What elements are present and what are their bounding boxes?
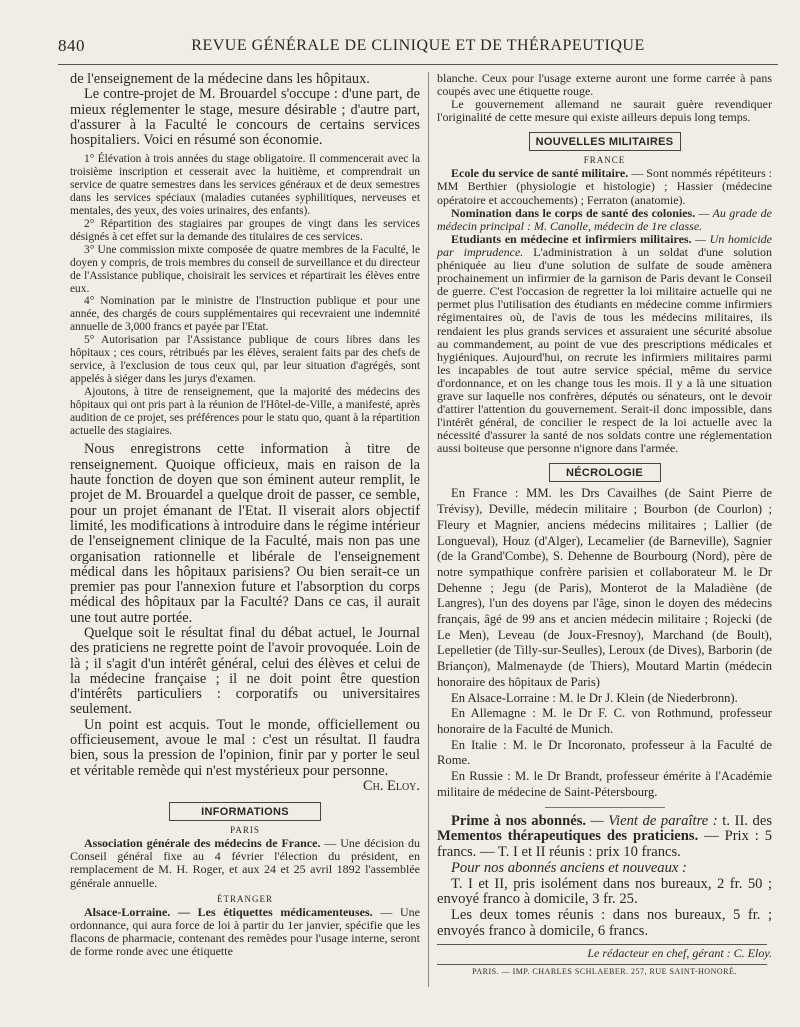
news-subtitle: — Un homicide par imprudence. [437, 231, 773, 259]
news-text: — Une ordonnance, qui aura force de loi à partir du 1er janvier, spécifie que les flacons de pharmacie, contenant des remèdes pour l'usage interne, seront de forme ronde avec une étiquette [70, 904, 420, 958]
signature: Ch. Eloy. [363, 777, 420, 794]
obituary-item: En France : MM. les Drs Cavailhes (de Saint Pierre de Trévisy), Deville, médecin militaire ; Bourbon (de Courlon) ; Fleury et Magnier, anciens médecins militaires ; Lallier (de Longueval), Houz (d'Alger), Lecamelier (de Barneville), Sagnier (de la Grand'Combe), S. Dehenne de Bourbourg (Nord), père de notre sympathique confrère parisien et collaborateur M. le Dr Dehenne ; Jegu (de Paris), Monterot de la Maladiène (de Langres), l'un des doyens par l'âge, sinon le doyen des médecins français, âgé de 99 ans et ancien médecin militaire ; Rojecki (de Le Men), Leveau (de Joux-Fresnoy), Marchand (de Boult), Lepelletier (de Tilly-sur-Seulles), Leroux (de Dives), Barborin (de Briançon), Malmenayde (de Thiers), Moutard Martin (médecin honoraire des hôpitaux de Paris) [437, 486, 772, 689]
column-divider [428, 72, 429, 987]
news-text: — Une décision du Conseil général fixe au 4 février l'élection du président, en remplacement de M. H. Roger, et aux 24 et 25 avril 1892 l'assemblée générale annuelle. [70, 836, 421, 890]
journal-title: REVUE GÉNÉRALE DE CLINIQUE ET DE THÉRAPEUTIQUE [191, 37, 645, 54]
news-label: Nomination dans le corps de santé des colonies. [451, 205, 696, 220]
footer-rule [437, 944, 767, 945]
right-column [437, 72, 772, 976]
news-label: Alsace-Lorraine. — Les étiquettes médicamenteuses. [84, 904, 373, 919]
section-title-militaires: NOUVELLES MILITAIRES [529, 132, 681, 151]
prime-subtitle: — Vient de paraître : [590, 812, 718, 829]
prime-offer: T. I et II, pris isolément dans nos bureaux, 2 fr. 50 ; envoyé franco à domicile, 3 fr. 25. [437, 875, 772, 908]
paragraph: Un point est acquis. Tout le monde, officiellement ou officieusement, avoue le mal : c'est un résultat. Il faudra bien, sous la pression de l'opinion, finir par y porter le seul et véritable remède qui n'est mystérieux pour personne. [70, 716, 420, 779]
section-title-necrologie: NÉCROLOGIE [549, 463, 661, 482]
paragraph: Quelque soit le résultat final du débat actuel, le Journal des praticiens ne regrette point de l'avoir provoquée. Loin de là ; il s'agit d'un intérêt général, celui des élèves et celui de la médecine française ; il ne doit point être question d'intérêts particuliers : corporatifs ou universitaires seulement. [70, 624, 420, 718]
news-item [437, 167, 772, 206]
page-number: 840 [58, 36, 85, 55]
subsection-france: FRANCE [583, 155, 626, 166]
news-item [70, 906, 420, 958]
news-item [70, 837, 420, 889]
prime-subscribers: Pour nos abonnés anciens et nouveaux : [451, 859, 687, 876]
news-item [437, 207, 772, 233]
prime-book-title: Mementos thérapeutiques des praticiens. [437, 828, 699, 845]
obituary-item: En Allemagne : M. le Dr F. C. von Rothmund, professeur honoraire de la Faculté de Munich. [437, 706, 772, 736]
news-item [437, 233, 772, 456]
subsection-paris: PARIS [230, 825, 260, 836]
imprint: PARIS. — IMP. CHARLES SCHLAEBER. 257, RUE SAINT-HONORÉ. [472, 966, 737, 976]
paragraph: Le gouvernement allemand ne saurait guère revendiquer l'originalité de cette mesure qui existe ailleurs depuis long temps. [437, 97, 772, 125]
prime-announcement [437, 814, 772, 861]
paragraph: blanche. Ceux pour l'usage externe auront une forme carrée à pans coupés avec une étiquette rouge. [437, 71, 772, 99]
news-text: — Sont nommés répétiteurs : MM Berthier (physiologie et histologie) ; Hassier (médecine opératoire et accouchements) ; Ferraton (anatomie). [437, 166, 773, 207]
prime-offer: Les deux tomes réunis : dans nos bureaux, 5 fr. ; envoyés franco à domicile, 6 francs. [437, 907, 772, 940]
list-item: 5° Autorisation par l'Assistance publique de cours libres dans les hôpitaux ; ces cours, rétribués par les élèves, seraient faits par des chefs de service, à l'exclusion de tous ceux qui, par leur situation d'agrégés, sont appelés à siéger dans les jurys d'examen. [70, 334, 420, 385]
section-title-informations: INFORMATIONS [169, 802, 321, 821]
prime-text: t. II. des [722, 812, 773, 829]
footer-rule [437, 964, 767, 965]
separator [545, 807, 665, 808]
header-rule [58, 64, 778, 65]
paragraph: de l'enseignement de la médecine dans les hôpitaux. [70, 71, 370, 87]
prime-price: — Prix : 5 francs. — T. I et II réunis : prix 10 francs. [437, 828, 772, 861]
left-column [70, 72, 420, 958]
news-label: Etudiants en médecine et infirmiers militaires. [451, 231, 692, 246]
obituary-item: En Italie : M. le Dr Incoronato, professeur à la Faculté de Rome. [437, 737, 772, 768]
prime-label: Prime à nos abonnés. [451, 812, 587, 829]
news-label: Association générale des médecins de France. [84, 836, 321, 851]
news-label: Ecole du service de santé militaire. [451, 166, 629, 181]
paragraph: Le contre-projet de M. Brouardel s'occupe : d'une part, de mieux réglementer le stage, mesure désirable ; d'autre part, d'assurer à la Faculté le concours de certains services hospitaliers. Voici en résumé son économie. [70, 86, 420, 149]
list-item: 2° Répartition des stagiaires par groupes de vingt dans les services désignés à cet effet sur la demande des titulaires de ces services. [70, 218, 420, 243]
editor-signature: Le rédacteur en chef, gérant : C. Eloy. [587, 945, 772, 960]
obituary-item: En Alsace-Lorraine : M. le Dr J. Klein (de Niederbronn). [451, 690, 738, 705]
news-text: — Au grade de médecin principal : M. Canolle, médecin de 1re classe. [437, 205, 772, 233]
paragraph: Nous enregistrons cette information à titre de renseignement. Quoique officieux, mais en raison de la haute fonction de doyen que son éminent auteur remplit, le projet de M. Brouardel a quelque droit de passer, ce semble, pour un projet émanant de l'Etat. Il viserait alors objectif limité, les modifications à introduire dans le régime intérieur de l'enseignement clinique de la Faculté, mais non pas une organisation rationnelle et libérale de l'enseignement médical dans les hôpitaux parisiens? Ou bien serait-ce un premier pas pour l'annexion future et l'absorption du corps médical des hôpitaux par la Faculté? Dans ce cas, il aurait une tout autre portée. [70, 441, 420, 626]
obituary-item: En Russie : M. le Dr Brandt, professeur émérite à l'Académie militaire de médecine de Saint-Pétersbourg. [437, 769, 772, 799]
list-item: Ajoutons, à titre de renseignement, que la majorité des médecins des hôpitaux qui ont pris part à la réunion de l'Hôtel-de-Ville, a manifesté, après audition de ce projet, ses préférences pour le statu quo, quant à la répartition actuelle des stagiaires. [70, 385, 420, 437]
page-header [58, 36, 778, 58]
list-item: 1° Élévation à trois années du stage obligatoire. Il commencerait avec la troisième inscription et cesserait avec la huitième, et comprendrait un service de quatre semestres dans les services généraux et de deux semestres dans les services spéciaux (maladies cutanées syphilitiques, nerveuses et mentales, des yeux, des voies urinaires, des enfants). [70, 153, 420, 218]
list-item: 4° Nomination par le ministre de l'Instruction publique et pour une année, des chargés de cours supplémentaires qui recevraient une indemnité annuelle de 3,000 francs et payée par l'Etat. [70, 295, 420, 334]
list-item: 3° Une commission mixte composée de quatre membres de la Faculté, le doyen y compris, de trois membres du conseil de surveillance et du directeur de l'Assistance publique, choisirait les services et répartirait les élèves entre eux. [70, 243, 420, 295]
news-text: L'administration à un soldat d'une solution phéniquée au lieu d'une solution de sulfate de soude amènera prochainement un infirmier de la garnison de Paris devant le Conseil de guerre. C'est l'occasion de regretter la loi militaire actuelle qui ne permet plus l'utilisation des étudiants en médecine comme infirmiers régimentaires où, de l'avis de tous les médecins militaires, ils rendaient les plus grands services et assuraient une sécurité absolue au commandement, au point de vue des prescriptions médicales et hygiéniques. Aujourd'hui, on recrute les infirmiers militaires parmi les incapables de tout autre service spécial, même du service d'ordonnance, et on les change tous les mois. Il y a là une situation grave sur laquelle nos confrères, députés ou sénateurs, ont le devoir d'attirer l'attention du gouvernement. Serait-il donc impossible, dans l'intérêt général, de concilier le respect de la loi actuelle avec la nécessité d'assurer la santé de nos soldats contre une réglementation aussi boiteuse que personne n'ignore dans l'armée. [437, 244, 773, 456]
subsection-etranger: ÉTRANGER [217, 893, 273, 904]
